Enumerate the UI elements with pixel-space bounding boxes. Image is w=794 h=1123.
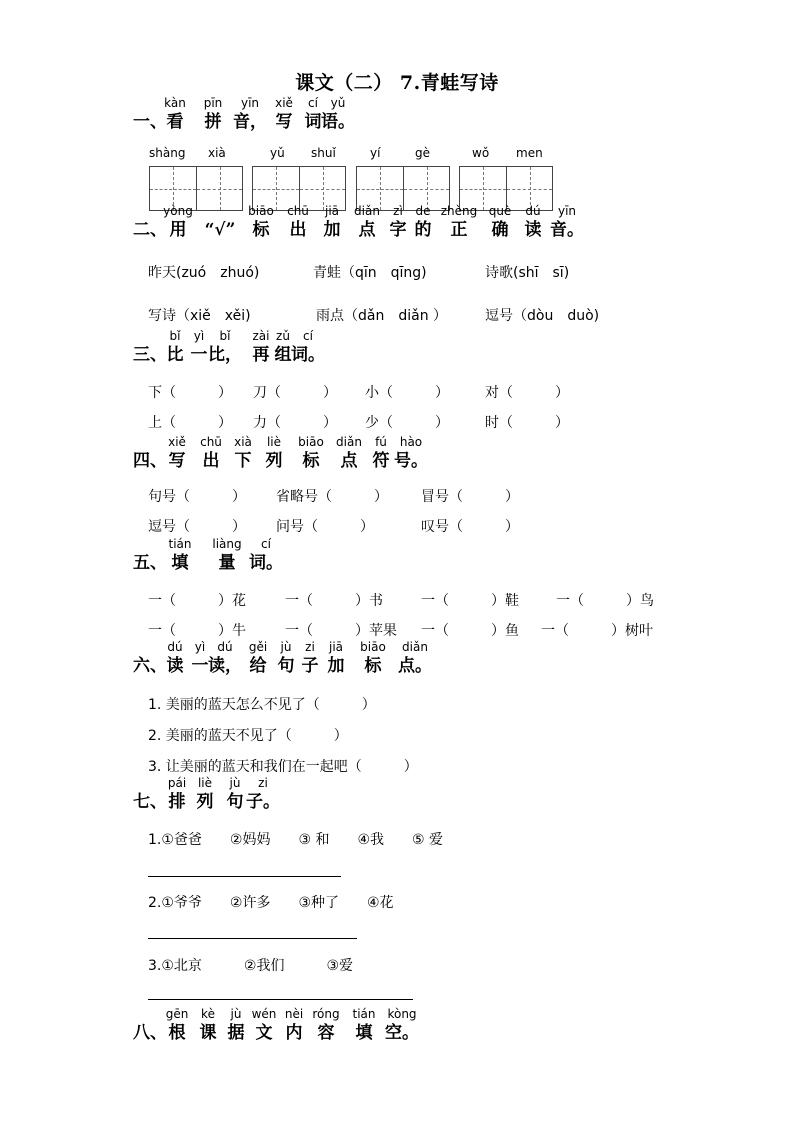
pinyin: zhèng xyxy=(440,204,478,218)
section-8-heading xyxy=(133,1003,453,1043)
hanzi: 用 xyxy=(169,220,187,240)
section-2-heading xyxy=(133,200,593,240)
pinyin: què xyxy=(488,204,512,218)
hanzi: 加 xyxy=(323,220,341,240)
pinyin: biāo xyxy=(360,640,386,654)
hanzi: 课 xyxy=(199,1023,217,1043)
pinyin: kàn xyxy=(164,96,186,110)
measure-word-item: 一（ ）牛 xyxy=(148,623,246,639)
pinyin: zì xyxy=(393,204,403,218)
reorder-item: 3.①北京 ②我们 ③爱 xyxy=(148,958,354,974)
grid-pinyin: gè xyxy=(415,146,430,160)
hanzi: 点 xyxy=(358,220,376,240)
hanzi: 标 xyxy=(302,451,320,471)
pinyin: diǎn xyxy=(354,204,380,218)
pinyin: jù xyxy=(229,776,241,790)
pinyin: jiā xyxy=(324,204,340,218)
hanzi: 读 xyxy=(166,656,184,676)
page-title: 课文（二） 7.青蛙写诗 xyxy=(295,72,499,94)
hanzi: 点 xyxy=(340,451,358,471)
reorder-item: 2.①爷爷 ②许多 ③种了 ④花 xyxy=(148,895,394,911)
hanzi: 词。 xyxy=(249,553,283,573)
pinyin: jù xyxy=(230,1007,242,1021)
hanzi: 读 xyxy=(524,220,542,240)
section-number: 八、 xyxy=(133,1023,167,1043)
hanzi: 读， xyxy=(208,656,242,676)
measure-word-item: 一（ ）鱼 xyxy=(421,623,519,639)
compare-item: 小（ ） xyxy=(365,385,449,401)
pinyin: de xyxy=(415,204,431,218)
hanzi: 再 xyxy=(252,345,270,365)
section-number: 七、 xyxy=(133,792,167,812)
compare-item: 对（ ） xyxy=(485,385,569,401)
pinyin: zài xyxy=(252,329,270,343)
hanzi: 列 xyxy=(196,792,214,812)
pinyin: xià xyxy=(234,435,252,449)
hanzi: 音。 xyxy=(550,220,584,240)
section-3-heading xyxy=(133,325,353,365)
hanzi: 音， xyxy=(233,112,267,132)
pinyin: diǎn xyxy=(336,435,362,449)
pinyin: pái xyxy=(167,776,187,790)
section-number: 五、 xyxy=(133,553,167,573)
hanzi: 一 xyxy=(191,656,209,676)
hanzi: 空。 xyxy=(385,1023,419,1043)
pinyin: yòng xyxy=(163,204,193,218)
pinyin: xiě xyxy=(168,435,186,449)
pinyin: liè xyxy=(266,435,282,449)
grid-pinyin: wǒ xyxy=(472,146,490,160)
compare-item: 时（ ） xyxy=(485,415,569,431)
pinyin: kòng xyxy=(387,1007,417,1021)
pinyin: dú xyxy=(217,640,233,654)
pinyin: diǎn xyxy=(402,640,428,654)
measure-word-item: 一（ ）树叶 xyxy=(541,623,653,639)
pinyin: chū xyxy=(200,435,222,449)
pinyin: kè xyxy=(201,1007,215,1021)
punctuation-item: 句号（ ） xyxy=(148,489,246,505)
pinyin: zi xyxy=(258,776,268,790)
pinyin: fú xyxy=(375,435,387,449)
pinyin: cí xyxy=(303,329,313,343)
section-7-heading xyxy=(133,772,313,812)
pinyin: jiā xyxy=(328,640,344,654)
hanzi: 词。 xyxy=(291,345,325,365)
hanzi: 子。 xyxy=(246,792,280,812)
hanzi: 字 xyxy=(389,220,407,240)
hanzi: 句 xyxy=(226,792,244,812)
pinyin: cí xyxy=(261,537,271,551)
hanzi: 出 xyxy=(202,451,220,471)
compare-item: 刀（ ） xyxy=(253,385,337,401)
pinyin: bǐ xyxy=(169,329,181,343)
hanzi: 比， xyxy=(208,345,242,365)
hanzi: “√” xyxy=(204,220,236,240)
hanzi: 正 xyxy=(450,220,468,240)
pinyin: nèi xyxy=(284,1007,304,1021)
section-number: 四、 xyxy=(133,451,167,471)
pinyin: cí xyxy=(308,96,318,110)
pinyin: dú xyxy=(525,204,541,218)
pinyin: xiě xyxy=(275,96,293,110)
punctuation-item: 叹号（ ） xyxy=(421,519,519,535)
pinyin: pīn xyxy=(203,96,223,110)
hanzi: 的 xyxy=(414,220,432,240)
hanzi: 符 xyxy=(372,451,390,471)
hanzi: 词 xyxy=(304,112,322,132)
hanzi: 写 xyxy=(168,451,186,471)
pinyin: tián xyxy=(352,1007,376,1021)
pinyin: zi xyxy=(305,640,315,654)
hanzi: 给 xyxy=(249,656,267,676)
hanzi: 加 xyxy=(327,656,345,676)
section-number: 六、 xyxy=(133,656,167,676)
reading-item: 昨天(zuó zhuó) xyxy=(148,265,260,281)
section-6-heading xyxy=(133,636,463,676)
measure-word-item: 一（ ）花 xyxy=(148,593,246,609)
section-number: 三、 xyxy=(133,345,167,365)
hanzi: 标 xyxy=(364,656,382,676)
pinyin: liè xyxy=(197,776,213,790)
reading-item: 逗号（dòu duò) xyxy=(485,308,600,324)
hanzi: 内 xyxy=(285,1023,303,1043)
measure-word-item: 一（ ）苹果 xyxy=(285,623,397,639)
punctuation-item: 省略号（ ） xyxy=(276,489,388,505)
grid-pinyin: yí xyxy=(370,146,381,160)
pinyin: yì xyxy=(194,640,206,654)
punctuation-item: 问号（ ） xyxy=(276,519,374,535)
reading-item: 青蛙（qīn qīng) xyxy=(313,265,427,281)
hanzi: 组 xyxy=(274,345,292,365)
reorder-item: 1.①爸爸 ②妈妈 ③ 和 ④我 ⑤ 爱 xyxy=(148,832,444,848)
pinyin: chū xyxy=(287,204,309,218)
section-number: 一、 xyxy=(133,112,167,132)
compare-item: 下（ ） xyxy=(148,385,232,401)
compare-item: 少（ ） xyxy=(365,415,449,431)
pinyin: yǔ xyxy=(330,96,346,110)
pinyin: dú xyxy=(167,640,183,654)
compare-item: 力（ ） xyxy=(253,415,337,431)
hanzi: 填 xyxy=(171,553,189,573)
pinyin: jù xyxy=(280,640,292,654)
pinyin: yīn xyxy=(240,96,260,110)
pinyin: biāo xyxy=(298,435,324,449)
hanzi: 一 xyxy=(190,345,208,365)
pinyin: tián xyxy=(168,537,192,551)
answer-line[interactable] xyxy=(148,876,341,877)
measure-word-item: 一（ ）鞋 xyxy=(421,593,519,609)
hanzi: 看 xyxy=(166,112,184,132)
hanzi: 文 xyxy=(255,1023,273,1043)
hanzi: 确 xyxy=(491,220,509,240)
hanzi: 容 xyxy=(317,1023,335,1043)
pinyin: bǐ xyxy=(219,329,231,343)
pinyin: biāo xyxy=(248,204,274,218)
hanzi: 语。 xyxy=(321,112,355,132)
hanzi: 列 xyxy=(265,451,283,471)
pinyin: wén xyxy=(251,1007,277,1021)
hanzi: 排 xyxy=(168,792,186,812)
grid-pinyin: xià xyxy=(208,146,226,160)
hanzi: 点。 xyxy=(398,656,432,676)
grid-pinyin: yǔ xyxy=(270,146,285,160)
punctuation-item: 逗号（ ） xyxy=(148,519,246,535)
hanzi: 根 xyxy=(168,1023,186,1043)
answer-line[interactable] xyxy=(148,999,413,1000)
sentence-item: 2. 美丽的蓝天不见了（ ） xyxy=(148,728,348,744)
section-1-heading xyxy=(133,92,393,132)
reading-item: 雨点（dǎn diǎn ） xyxy=(316,308,448,324)
hanzi: 下 xyxy=(234,451,252,471)
section-5-heading xyxy=(133,533,313,573)
hanzi: 量 xyxy=(218,553,236,573)
grid-pinyin: shàng xyxy=(149,146,186,160)
hanzi: 句 xyxy=(277,656,295,676)
sentence-item: 1. 美丽的蓝天怎么不见了（ ） xyxy=(148,697,376,713)
pinyin: gěi xyxy=(248,640,268,654)
hanzi: 比 xyxy=(166,345,184,365)
hanzi: 拼 xyxy=(204,112,222,132)
grid-pinyin: shuǐ xyxy=(311,146,336,160)
sentence-item: 3. 让美丽的蓝天和我们在一起吧（ ） xyxy=(148,759,418,775)
pinyin: yì xyxy=(193,329,205,343)
answer-line[interactable] xyxy=(148,938,357,939)
hanzi: 写 xyxy=(275,112,293,132)
hanzi: 号。 xyxy=(394,451,428,471)
hanzi: 据 xyxy=(227,1023,245,1043)
section-4-heading xyxy=(133,431,453,471)
pinyin: gēn xyxy=(165,1007,189,1021)
pinyin: hào xyxy=(399,435,423,449)
grid-pinyin: men xyxy=(516,146,543,160)
section-number: 二、 xyxy=(133,220,167,240)
hanzi: 填 xyxy=(355,1023,373,1043)
hanzi: 标 xyxy=(252,220,270,240)
punctuation-item: 冒号（ ） xyxy=(421,489,519,505)
pinyin: liàng xyxy=(212,537,242,551)
pinyin: zǔ xyxy=(276,329,290,343)
hanzi: 子 xyxy=(301,656,319,676)
pinyin: róng xyxy=(312,1007,340,1021)
measure-word-item: 一（ ）书 xyxy=(285,593,383,609)
hanzi: 出 xyxy=(289,220,307,240)
compare-item: 上（ ） xyxy=(148,415,232,431)
reading-item: 写诗（xiě xěi) xyxy=(148,308,251,324)
reading-item: 诗歌(shī sī) xyxy=(485,265,570,281)
pinyin: yīn xyxy=(557,204,577,218)
measure-word-item: 一（ ）鸟 xyxy=(556,593,654,609)
